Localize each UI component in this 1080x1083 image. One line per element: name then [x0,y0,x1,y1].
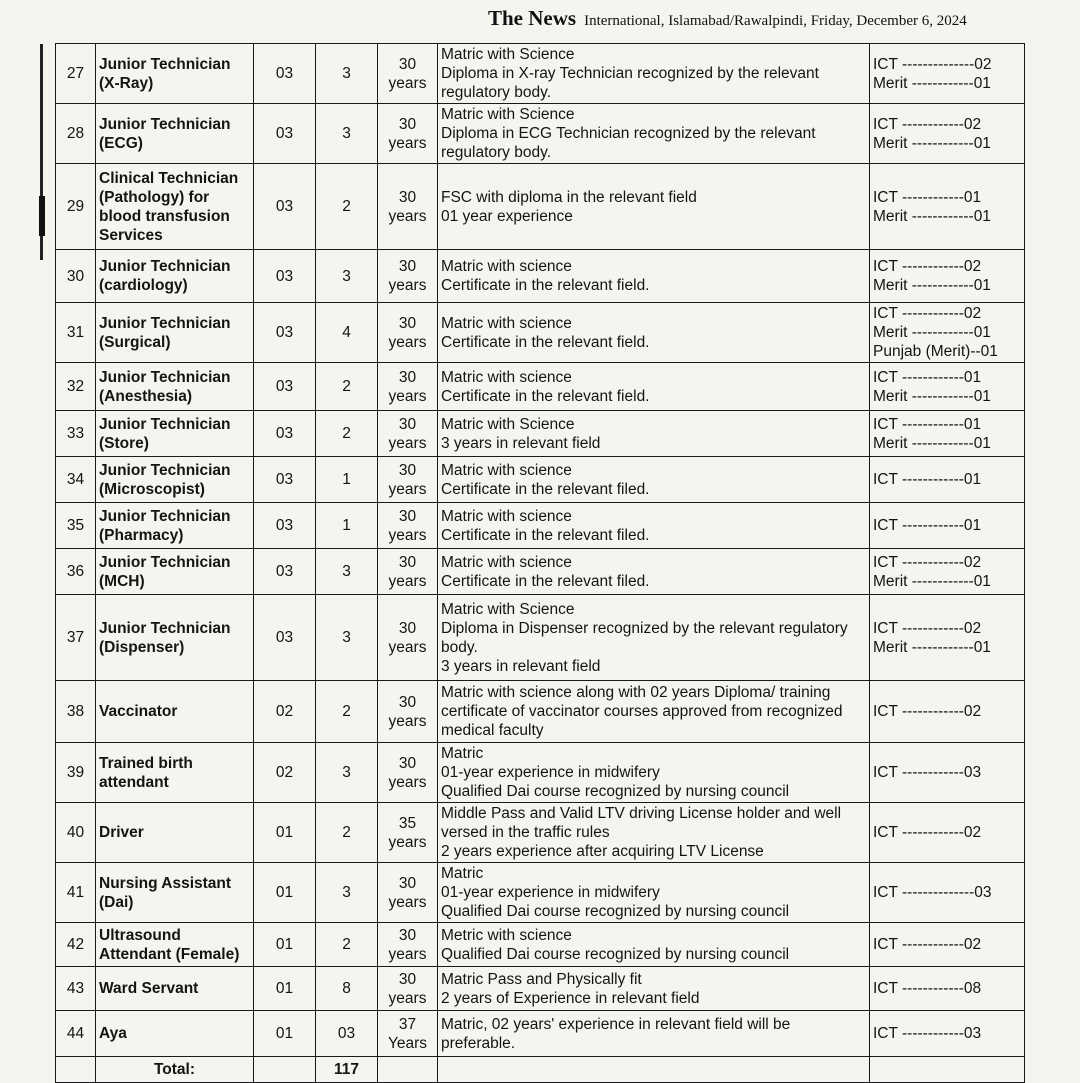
quota-line: ICT ------------03 [873,764,982,781]
quota-line: Merit ------------01 [873,134,991,152]
post-title-line: Trained birth [99,754,193,772]
post-count: 4 [316,303,378,363]
post-title [96,743,254,803]
quota [870,595,1025,681]
quota-line: ICT ------------02 [873,703,982,720]
quota [870,549,1025,595]
post-title-line: (MCH) [99,572,145,590]
newspaper-name: The News [488,6,577,30]
table-row [56,803,1025,863]
total-row [56,1057,1025,1083]
qualification [438,104,870,164]
quota-line: ICT --------------02 [873,55,992,73]
serial-number: 36 [56,549,96,595]
age-limit-line: years [388,526,427,544]
post-title-line: (cardiology) [99,277,188,294]
post-title-line: Junior Technician [99,258,231,275]
table-row [56,863,1025,923]
quota [870,411,1025,457]
table-row [56,457,1025,503]
post-title-line: (ECG) [99,134,143,152]
post-title [96,44,254,104]
age-limit [378,503,438,549]
serial-number: 30 [56,250,96,303]
post-count: 3 [316,743,378,803]
qualification-line: Certificate in the relevant field. [441,333,650,351]
serial-number: 34 [56,457,96,503]
post-title [96,250,254,303]
quota-line: ICT ------------02 [873,305,982,322]
post-title-line: (X-Ray) [99,74,154,92]
post-count: 8 [316,967,378,1011]
serial-number: 29 [56,164,96,250]
post-title [96,803,254,863]
quota-line: ICT ------------01 [873,368,982,386]
post-count: 3 [316,595,378,681]
vacancy-rows [56,44,1025,1057]
age-limit-line: 30 [398,258,417,275]
qualification [438,549,870,595]
age-limit-line: 30 [398,926,417,944]
quota [870,250,1025,303]
qualification-line: certificate of vaccinator courses approved from recognized [441,703,843,720]
serial-number: 31 [56,303,96,363]
quota-line: ICT ------------02 [873,258,982,275]
post-title-line: blood transfusion [99,207,230,225]
serial-number: 43 [56,967,96,1011]
quota-line: ICT ------------02 [873,936,982,953]
qualification [438,250,870,303]
qualification-line: preferable. [441,1034,516,1052]
quota-line: ICT ------------03 [873,1025,982,1042]
age-limit-line: 30 [398,314,417,332]
qualification [438,803,870,863]
age-limit-line: 30 [398,188,417,206]
post-title-line: Junior Technician [99,553,231,571]
post-title [96,411,254,457]
quota [870,164,1025,250]
bps-scale: 01 [254,863,316,923]
age-limit [378,44,438,104]
qualification-line: Diploma in Dispenser recognized by the relevant regulatory [441,619,848,637]
age-limit [378,104,438,164]
age-limit-line: years [388,387,427,405]
qualification-line: Matric with science [441,461,572,479]
qualification-line: Qualified Dai course recognized by nursing council [441,945,790,963]
qualification [438,363,870,411]
qualification-line: regulatory body. [441,84,551,101]
post-count: 3 [316,250,378,303]
post-title-line: attendant [99,773,169,791]
post-title-line: (Anesthesia) [99,387,193,405]
qualification-line: Matric [441,745,484,762]
qualification-line: Matric with Science [441,415,575,433]
age-limit [378,967,438,1011]
quota-line: ICT ------------01 [873,188,982,206]
qualification [438,681,870,743]
post-count: 2 [316,923,378,967]
qualification-line: body. [441,638,478,656]
bps-scale: 02 [254,743,316,803]
post-title [96,104,254,164]
qualification [438,164,870,250]
quota [870,967,1025,1011]
qualification-line: Metric with science [441,926,572,944]
post-title-line: Ultrasound [99,926,181,944]
age-limit [378,595,438,681]
qualification-line: 01-year experience in midwifery [441,884,660,901]
qualification-line: Matric, 02 years' experience in relevant field will be [441,1015,791,1033]
age-limit-line: 30 [398,874,417,892]
post-count: 2 [316,803,378,863]
post-title [96,1011,254,1057]
qualification [438,1011,870,1057]
age-limit-line: 30 [398,693,417,711]
post-title-line: (Surgical) [99,333,171,351]
bps-scale: 03 [254,104,316,164]
post-count: 1 [316,503,378,549]
bps-scale: 03 [254,303,316,363]
age-limit-line: years [388,638,427,656]
post-title-line: Junior Technician [99,314,231,332]
quota-line: Merit ------------01 [873,572,991,590]
post-title [96,923,254,967]
table-row [56,1011,1025,1057]
age-limit-line: Years [387,1034,428,1052]
post-title-line: Junior Technician [99,115,231,133]
table-row [56,104,1025,164]
quota-line: ICT ------------02 [873,115,982,133]
post-count: 2 [316,411,378,457]
qualification [438,595,870,681]
post-count: 1 [316,457,378,503]
qualification-line: Matric with science [441,258,572,275]
bps-scale: 01 [254,967,316,1011]
age-limit-line: years [388,572,427,590]
qualification-line: Certificate in the relevant filed. [441,526,650,544]
table-row [56,503,1025,549]
table-row [56,549,1025,595]
quota-line: ICT ------------08 [873,980,982,997]
newspaper-masthead [488,6,1048,36]
qualification-line: Qualified Dai course recognized by nursing council [441,903,790,920]
serial-number: 27 [56,44,96,104]
qualification-line: versed in the traffic rules [441,824,610,841]
serial-number: 37 [56,595,96,681]
qualification [438,743,870,803]
quota [870,457,1025,503]
qualification-line: Matric with science [441,368,572,386]
bps-scale: 02 [254,681,316,743]
age-limit-line: years [388,833,427,851]
post-title [96,681,254,743]
quota [870,363,1025,411]
post-title-line: Driver [99,824,144,841]
quota [870,681,1025,743]
quota [870,503,1025,549]
quota [870,803,1025,863]
qualification-line: Matric Pass and Physically fit [441,970,642,988]
table-row [56,44,1025,104]
quota-line: ICT ------------01 [873,517,982,534]
qualification-line: 2 years experience after acquiring LTV License [441,843,764,860]
post-count: 2 [316,363,378,411]
qualification-line: Middle Pass and Valid LTV driving License holder and well [441,805,842,822]
post-title-line: (Dai) [99,893,134,911]
post-title [96,503,254,549]
post-title-line: Services [99,226,163,244]
bps-scale: 03 [254,363,316,411]
post-count: 3 [316,863,378,923]
quota-line: Merit ------------01 [873,324,991,341]
age-limit-line: 30 [398,970,417,988]
bps-scale: 03 [254,44,316,104]
age-limit [378,863,438,923]
age-limit [378,923,438,967]
quota-line: ICT ------------02 [873,619,982,637]
bps-scale: 03 [254,595,316,681]
age-limit-line: 30 [398,115,417,133]
post-title-line: Junior Technician [99,461,231,479]
post-title [96,595,254,681]
post-title-line: (Dispenser) [99,638,185,656]
age-limit [378,164,438,250]
age-limit-line: years [388,207,427,225]
serial-number: 40 [56,803,96,863]
post-count: 2 [316,164,378,250]
age-limit [378,803,438,863]
total-posts: 117 [316,1057,378,1083]
quota-line: Merit ------------01 [873,277,991,294]
age-limit [378,743,438,803]
age-limit [378,303,438,363]
age-limit-line: years [388,712,427,730]
serial-number: 39 [56,743,96,803]
age-limit-line: years [388,893,427,911]
post-title-line: Vaccinator [99,703,178,720]
margin-mark [39,196,45,236]
qualification-line: Diploma in ECG Technician recognized by the relevant [441,125,816,142]
qualification [438,303,870,363]
age-limit-line: years [388,333,427,351]
quota-line: Merit ------------01 [873,74,991,92]
age-limit [378,411,438,457]
qualification-line: 01 year experience [441,207,573,225]
quota [870,743,1025,803]
post-title-line: Clinical Technician [99,169,239,187]
age-limit-line: 30 [398,619,417,637]
age-limit-line: years [388,74,427,92]
qualification-line: regulatory body. [441,144,551,161]
post-title-line: (Microscopist) [99,480,205,498]
post-count: 3 [316,44,378,104]
qualification [438,503,870,549]
qualification-line: medical faculty [441,722,544,739]
post-title-line: Junior Technician [99,415,231,433]
serial-number: 44 [56,1011,96,1057]
qualification-line: Matric with science [441,553,572,571]
table-row [56,681,1025,743]
newspaper-edition-date: International, Islamabad/Rawalpindi, Friday, December 6, 2024 [584,13,967,29]
bps-scale: 01 [254,923,316,967]
serial-number: 41 [56,863,96,923]
table-row [56,595,1025,681]
post-title [96,457,254,503]
qualification-line: Matric with Science [441,106,575,123]
quota-line: Punjab (Merit)--01 [873,343,998,360]
age-limit-line: years [388,989,427,1007]
age-limit-line: years [388,134,427,152]
age-limit [378,549,438,595]
post-title [96,164,254,250]
serial-number: 28 [56,104,96,164]
vacancy-table [55,43,1025,1083]
serial-number: 38 [56,681,96,743]
quota [870,863,1025,923]
age-limit-line: years [388,277,427,294]
age-limit-line: 30 [398,415,417,433]
qualification [438,457,870,503]
quota-line: ICT ------------02 [873,553,982,571]
post-title-line: (Pathology) for [99,188,210,206]
quota-line: Merit ------------01 [873,434,991,452]
bps-scale: 03 [254,549,316,595]
bps-scale: 03 [254,503,316,549]
qualification-line: Qualified Dai course recognized by nursing council [441,783,790,800]
quota-line: ICT ------------01 [873,415,982,433]
bps-scale: 03 [254,457,316,503]
post-title-line: Junior Technician [99,507,231,525]
quota-line: Merit ------------01 [873,207,991,225]
post-title-line: (Store) [99,434,149,452]
serial-number: 33 [56,411,96,457]
table-row [56,164,1025,250]
post-title [96,363,254,411]
age-limit-line: 37 [398,1015,417,1033]
post-title [96,549,254,595]
age-limit-line: years [388,434,427,452]
age-limit-line: years [388,773,427,791]
total-label: Total: [96,1057,254,1083]
qualification-line: 3 years in relevant field [441,434,601,452]
serial-number: 42 [56,923,96,967]
table-row [56,363,1025,411]
post-title [96,303,254,363]
qualification-line: Certificate in the relevant filed. [441,480,650,498]
table-row [56,923,1025,967]
qualification [438,863,870,923]
post-count: 03 [316,1011,378,1057]
post-title-line: Junior Technician [99,55,231,73]
post-title [96,967,254,1011]
age-limit-line: years [388,480,427,498]
age-limit-line: 30 [398,368,417,386]
table-row [56,743,1025,803]
age-limit [378,1011,438,1057]
quota [870,44,1025,104]
table-row [56,967,1025,1011]
age-limit-line: 30 [398,461,417,479]
qualification [438,967,870,1011]
age-limit [378,457,438,503]
qualification-line: 3 years in relevant field [441,657,601,675]
quota-line: ICT ------------01 [873,471,982,488]
post-title-line: Attendant (Female) [99,945,240,963]
qualification-line: Certificate in the relevant field. [441,277,650,294]
qualification-line: 2 years of Experience in relevant field [441,989,700,1007]
qualification-line: Matric with Science [441,46,575,63]
qualification-line: Matric with science [441,314,572,332]
post-title-line: Junior Technician [99,619,231,637]
post-count: 3 [316,104,378,164]
bps-scale: 03 [254,411,316,457]
serial-number: 32 [56,363,96,411]
quota [870,1011,1025,1057]
age-limit [378,250,438,303]
quota-line: Merit ------------01 [873,387,991,405]
qualification-line: Matric with Science [441,600,575,618]
quota-line: Merit ------------01 [873,638,991,656]
table-row [56,250,1025,303]
qualification-line: FSC with diploma in the relevant field [441,188,697,206]
qualification-line: Certificate in the relevant filed. [441,572,650,590]
qualification-line: Matric with science along with 02 years Diploma/ training [441,684,831,701]
post-title-line: Aya [99,1025,127,1042]
post-count: 2 [316,681,378,743]
age-limit [378,681,438,743]
quota-line: ICT --------------03 [873,884,992,901]
qualification-line: 01-year experience in midwifery [441,764,660,781]
quota-line: ICT ------------02 [873,824,982,841]
age-limit-line: 30 [398,507,417,525]
post-count: 3 [316,549,378,595]
qualification-line: Matric with science [441,507,572,525]
quota [870,104,1025,164]
serial-number: 35 [56,503,96,549]
age-limit-line: 30 [398,55,417,73]
qualification [438,44,870,104]
quota [870,923,1025,967]
age-limit-line: 35 [398,814,417,832]
qualification-line: Certificate in the relevant field. [441,387,650,405]
qualification [438,411,870,457]
quota [870,303,1025,363]
qualification-line: Diploma in X-ray Technician recognized by the relevant [441,65,819,82]
post-title-line: Junior Technician [99,368,231,386]
post-title-line: Ward Servant [99,980,199,997]
bps-scale: 01 [254,803,316,863]
post-title-line: Nursing Assistant [99,874,232,892]
table-row [56,411,1025,457]
qualification [438,923,870,967]
post-title [96,863,254,923]
table-row [56,303,1025,363]
bps-scale: 03 [254,250,316,303]
bps-scale: 03 [254,164,316,250]
age-limit-line: 30 [398,754,417,772]
age-limit [378,363,438,411]
bps-scale: 01 [254,1011,316,1057]
qualification-line: Matric [441,865,484,882]
post-title-line: (Pharmacy) [99,526,184,544]
age-limit-line: 30 [398,553,417,571]
age-limit-line: years [388,945,427,963]
